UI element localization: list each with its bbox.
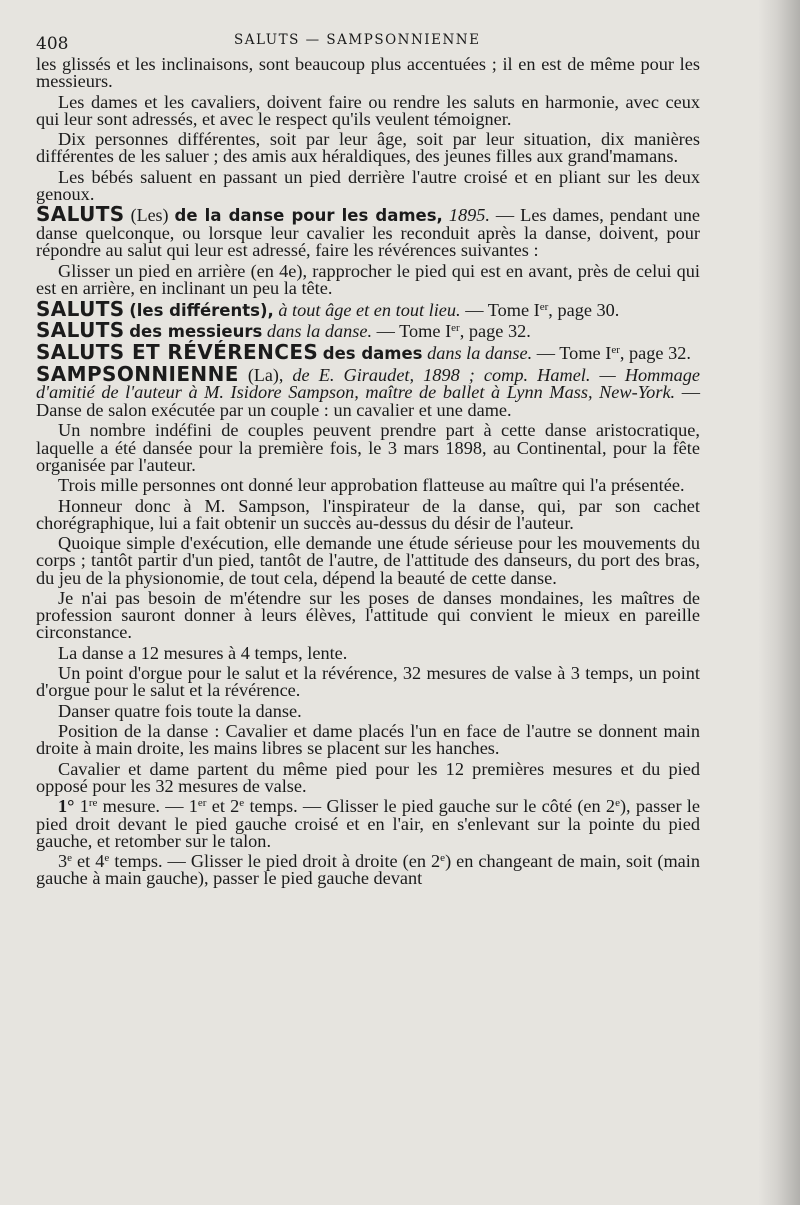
step-text: temps. — Glisser le pied droit à droite (en 2 <box>114 851 441 872</box>
entry-italic: dans la danse. <box>427 343 533 364</box>
superscript: re <box>88 797 98 810</box>
entry-text: — Danse de salon exécutée par un couple : un cavalier et une dame. <box>36 382 700 420</box>
step-text: et 4 <box>77 851 105 872</box>
page-number: 408 <box>36 34 69 54</box>
book-page <box>36 30 700 1190</box>
page-text <box>36 56 700 888</box>
entry-reference-page: , page 30. <box>548 299 620 320</box>
dictionary-entry-sampsonnienne <box>36 361 700 420</box>
page-header <box>36 30 700 56</box>
entry-subtitle: de la danse pour les dames, <box>174 206 443 226</box>
paragraph: La danse a 12 mesures à 4 temps, lente. <box>58 642 348 663</box>
step-paragraph <box>36 798 700 850</box>
superscript: er <box>539 300 549 313</box>
step-text: 1 <box>79 796 89 817</box>
step-text: et 2 <box>211 796 240 817</box>
entry-headword: SALUTS <box>36 318 125 343</box>
superscript: e <box>615 797 620 810</box>
entry-subtitle: des messieurs <box>129 322 263 342</box>
entry-reference: — Tome I <box>465 299 540 320</box>
entry-reference: — Tome I <box>536 343 612 364</box>
step-text: temps. — Glisser le pied gauche sur le côté (en 2 <box>249 796 616 817</box>
entry-date: 1895. <box>448 205 490 226</box>
superscript: e <box>440 852 446 865</box>
paragraph: Je n'ai pas besoin de m'étendre sur les poses de danses mondaines, les maîtres de profession sauront donner à leurs élèves, l'attitude qui convient le mieux en pareille circonstance. <box>36 587 700 643</box>
paragraph: Danser quatre fois toute la danse. <box>58 700 302 721</box>
entry-reference: — Tome I <box>376 321 452 342</box>
paragraph: Trois mille personnes ont donné leur approbation flatteuse au maître qui l'a présentée. <box>58 475 685 496</box>
entry-text: — Les dames, pendant une danse quelconque, ou lorsque leur cavalier les reconduit après la danse, doivent, pour répondre au salut qui leur est adressé, faire les révérences suivantes : <box>36 205 700 261</box>
paragraph: Cavalier et dame partent du même pied pour les 12 premières mesures et du pied opposé pour les 32 mesures de valse. <box>36 758 700 796</box>
superscript: er <box>197 797 207 810</box>
running-title: SALUTS — SAMPSONNIENNE <box>234 32 481 48</box>
paragraph: Les dames et les cavaliers, doivent faire ou rendre les saluts en harmonie, avec ceux qui leur sont adressés, et avec le respect qu'ils veulent témoigner. <box>36 91 700 129</box>
paragraph: Glisser un pied en arrière (en 4e), rapprocher le pied qui est en avant, près de celui qui est en arrière, en inclinant un peu la tête. <box>36 261 700 299</box>
entry-article: (Les) <box>130 205 169 226</box>
paragraph: Quoique simple d'exécution, elle demande une étude sérieuse pour les mouvements du corps ; tantôt partir d'un pied, tantôt de l'autre, de l'attitude des danseurs, du port des bras, du jeu de la physionomie, de tout cela, dépend la beauté de cette danse. <box>36 533 700 588</box>
dictionary-entry-saluts-dames <box>36 202 700 261</box>
paragraph: Honneur donc à M. Sampson, l'inspirateur de la danse, qui, par son cachet chorégraphique, lui a fait obtenir un succès au-dessus du désir de l'auteur. <box>36 495 700 533</box>
entry-headword: SALUTS <box>36 202 125 227</box>
superscript: e <box>104 852 110 865</box>
scan-shadow <box>758 0 800 1205</box>
paragraph: Position de la danse : Cavalier et dame placés l'un en face de l'autre se donnent main droite à main droite, les mains libres se placent sur les hanches. <box>36 721 700 759</box>
entry-subtitle: (les différents), <box>129 300 274 320</box>
paragraph: Les bébés saluent en passant un pied derrière l'autre croisé et en pliant sur les deux genoux. <box>36 166 700 204</box>
superscript: er <box>611 344 620 357</box>
entry-italic: à tout âge et en tout lieu. <box>278 299 461 320</box>
step-text: mesure. — 1 <box>102 796 198 817</box>
entry-subtitle: des dames <box>322 344 423 364</box>
superscript: e <box>239 797 245 810</box>
entry-headword: SALUTS ET RÉVÉRENCES <box>36 340 319 365</box>
paragraph: les glissés et les inclinaisons, sont beaucoup plus accentuées ; il en est de même pour les messieurs. <box>36 54 700 92</box>
step-text: 3 <box>58 851 68 872</box>
paragraph: Un nombre indéfini de couples peuvent prendre part à cette danse aristocratique, laquelle a été dansée pour la première fois, le 3 mars 1898, au Continental, pour la fête organisée par l'auteur. <box>36 420 700 475</box>
superscript: e <box>67 852 73 865</box>
dictionary-entry-saluts-differents <box>36 296 700 321</box>
entry-reference-page: , page 32. <box>459 321 531 342</box>
entry-italic: de E. Giraudet, 1898 ; comp. Hamel. — Hommage d'amitié de l'auteur à M. Isidore Sampson, maître de ballet à Lynn Mass, New-York. <box>36 364 700 403</box>
entry-headword: SALUTS <box>36 296 125 321</box>
entry-italic: dans la danse. <box>266 321 373 342</box>
dictionary-entry-saluts-messieurs <box>36 318 700 343</box>
dictionary-entry-saluts-reverences <box>36 340 700 365</box>
step-paragraph <box>36 853 700 887</box>
paragraph: Un point d'orgue pour le salut et la révérence, 32 mesures de valse à 3 temps, un point d'orgue pour le salut et la révérence. <box>36 663 700 701</box>
superscript: er <box>451 322 460 335</box>
step-number: 1° <box>58 796 75 817</box>
entry-article: (La), <box>247 364 284 385</box>
paragraph: Dix personnes différentes, soit par leur âge, soit par leur situation, dix manières différentes de les saluer ; des amis aux héraldiques, des jeunes filles aux grand'mamans. <box>36 129 700 167</box>
entry-headword: SAMPSONNIENNE <box>36 361 239 386</box>
step-text: ), passer le pied droit devant le pied gauche croisé et en l'air, en s'enlevant sur la pointe du pied gauche, et retomber sur le talon. <box>36 796 700 851</box>
entry-reference-page: , page 32. <box>619 343 691 364</box>
step-text: ) en changeant de main, soit (main gauche à main gauche), passer le pied gauche devant <box>36 851 701 889</box>
